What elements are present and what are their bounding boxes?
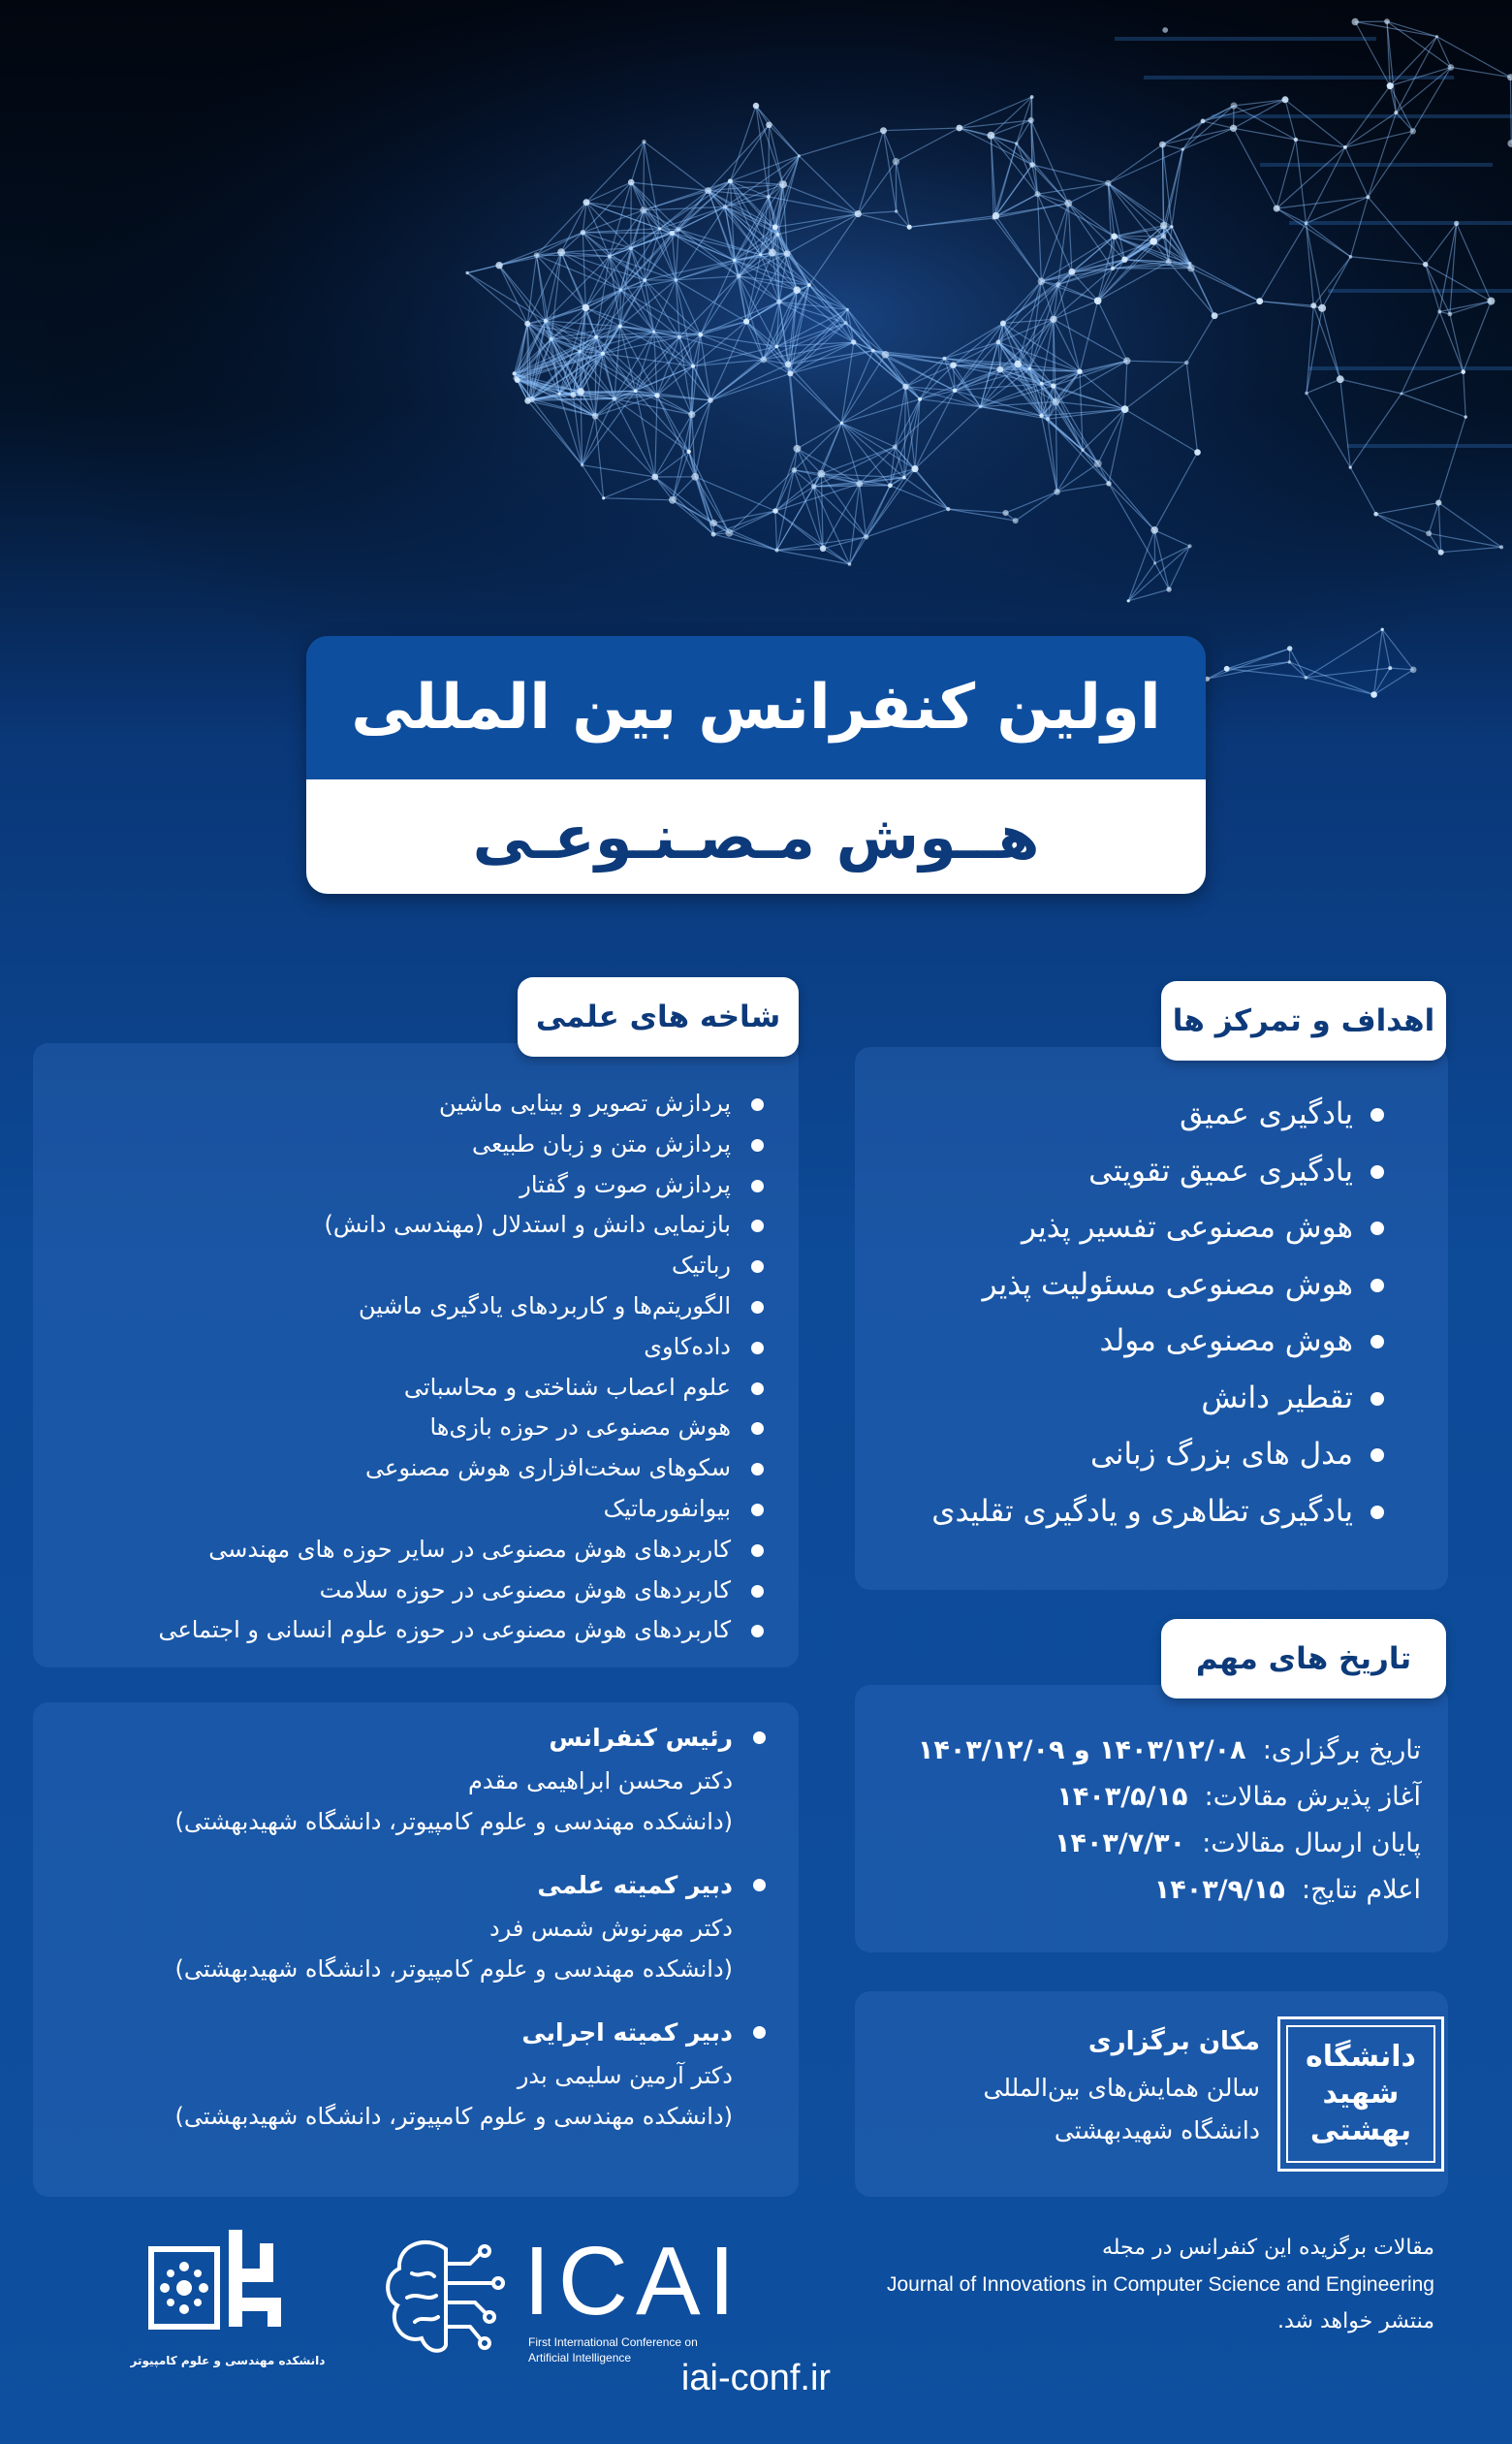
icai-logo-text: ICAI <box>523 2227 743 2335</box>
committee-name: دکتر مهرنوش شمس فرد <box>488 1915 733 1942</box>
university-logo <box>1277 2016 1444 2172</box>
venue-line1: سالن همایش‌های بین‌المللی <box>983 2074 1260 2102</box>
journal-note-line1: مقالات برگزیده این کنفرانس در مجله <box>1101 2236 1434 2260</box>
date-value: ۱۴۰۳/۵/۱۵ <box>1056 1782 1188 1812</box>
date-label: اعلام نتایج: <box>1302 1875 1421 1905</box>
branch-item: رباتیک <box>39 1246 773 1286</box>
branch-item: پردازش متن و زبان طبیعی <box>39 1125 773 1165</box>
goal-item: یادگیری تظاهری و یادگیری تقلیدی <box>872 1483 1396 1540</box>
branch-item: بیوانفورماتیک <box>39 1489 773 1530</box>
date-value: ۱۴۰۳/۹/۱۵ <box>1153 1875 1285 1905</box>
committee-affiliation: (دانشکده مهندسی و علوم کامپیوتر، دانشگاه شهیدبهشتی) <box>174 1955 733 1983</box>
committee-role: دبیر کمیته اجرایی <box>58 2011 775 2055</box>
date-row <box>872 1728 1421 1774</box>
committee-affiliation: (دانشکده مهندسی و علوم کامپیوتر، دانشگاه شهیدبهشتی) <box>174 1808 733 1835</box>
date-row <box>872 1867 1421 1914</box>
committee-affiliation: (دانشکده مهندسی و علوم کامپیوتر، دانشگاه شهیدبهشتی) <box>174 2103 733 2130</box>
goal-item: هوش مصنوعی مسئولیت پذیر <box>872 1256 1396 1314</box>
branch-item: هوش مصنوعی در حوزه بازی‌ها <box>39 1408 773 1448</box>
venue-info <box>911 2016 1260 2152</box>
dates-heading: تاریخ های مهم <box>1161 1619 1446 1698</box>
goal-item: تقطیر دانش <box>872 1370 1396 1427</box>
goal-item: یادگیری عمیق تقویتی <box>872 1143 1396 1200</box>
branches-list <box>39 1084 773 1651</box>
branch-item: سکوهای سخت‌افزاری هوش مصنوعی <box>39 1448 773 1489</box>
committee-name: دکتر آرمین سلیمی بدر <box>517 2062 733 2089</box>
date-label: پایان ارسال مقالات: <box>1202 1828 1421 1858</box>
committee-list <box>58 1716 775 2158</box>
branch-item: الگوریتم‌ها و کاربردهای یادگیری ماشین <box>39 1286 773 1327</box>
branch-item: کاربردهای هوش مصنوعی در حوزه علوم انسانی و اجتماعی <box>39 1610 773 1651</box>
dates-list <box>872 1728 1421 1914</box>
icai-logo-subtitle-2: Artificial Intelligence <box>528 2351 632 2365</box>
goals-list <box>872 1086 1396 1539</box>
journal-note-line3: منتشر خواهد شد. <box>1276 2309 1434 2333</box>
website-link[interactable]: iai-conf.ir <box>680 2358 832 2398</box>
date-label: آغاز پذیرش مقالات: <box>1204 1782 1421 1812</box>
goal-item: هوش مصنوعی تفسیر پذیر <box>872 1199 1396 1256</box>
conference-title: اولین کنفرانس بین المللی <box>351 672 1161 744</box>
branches-heading: شاخه های علمی <box>518 977 799 1057</box>
committee-member <box>58 1863 775 1989</box>
branch-item: علوم اعصاب شناختی و محاسباتی <box>39 1368 773 1409</box>
date-value: ۱۴۰۳/۱۲/۰۸ و ۱۴۰۳/۱۲/۰۹ <box>917 1735 1246 1765</box>
branch-item: کاربردهای هوش مصنوعی در سایر حوزه های مهندسی <box>39 1530 773 1571</box>
goal-item: یادگیری عمیق <box>872 1086 1396 1143</box>
branch-item: پردازش صوت و گفتار <box>39 1165 773 1206</box>
date-row <box>872 1821 1421 1867</box>
conference-title-box <box>306 636 1206 894</box>
journal-note <box>795 2230 1434 2340</box>
date-value: ۱۴۰۳/۷/۳۰ <box>1054 1828 1186 1858</box>
venue-heading: مکان برگزاری <box>1087 2027 1260 2056</box>
date-label: تاریخ برگزاری: <box>1262 1735 1421 1765</box>
venue-line2: دانشگاه شهیدبهشتی <box>1054 2116 1260 2144</box>
branch-item: بازنمایی دانش و استدلال (مهندسی دانش) <box>39 1205 773 1246</box>
goals-heading: اهداف و تمرکز ها <box>1161 981 1446 1061</box>
branch-item: کاربردهای هوش مصنوعی در حوزه سلامت <box>39 1571 773 1611</box>
goal-item: هوش مصنوعی مولد <box>872 1313 1396 1370</box>
goal-item: مدل های بزرگ زبانی <box>872 1426 1396 1483</box>
branch-item: پردازش تصویر و بینایی ماشین <box>39 1084 773 1125</box>
committee-role: رئیس کنفرانس <box>58 1716 775 1761</box>
journal-name: Journal of Innovations in Computer Science and Engineering <box>886 2273 1434 2296</box>
committee-member <box>58 1716 775 1842</box>
brain-circuit-icon <box>378 2230 514 2365</box>
committee-role: دبیر کمیته علمی <box>58 1863 775 1908</box>
date-row <box>872 1774 1421 1821</box>
icai-logo-subtitle-1: First International Conference on <box>528 2335 698 2349</box>
faculty-logo <box>145 2220 310 2365</box>
university-logo-text: دانشگاه شهید بهشتی <box>1306 2040 1416 2147</box>
faculty-logo-caption: دانشکده مهندسی و علوم کامپیوتر <box>130 2354 326 2367</box>
committee-name: دکتر محسن ابراهیمی مقدم <box>468 1767 733 1794</box>
branch-item: داده‌کاوی <box>39 1327 773 1368</box>
conference-subtitle: هــوش مـصـنـوعـی <box>306 779 1206 894</box>
committee-member <box>58 2011 775 2137</box>
